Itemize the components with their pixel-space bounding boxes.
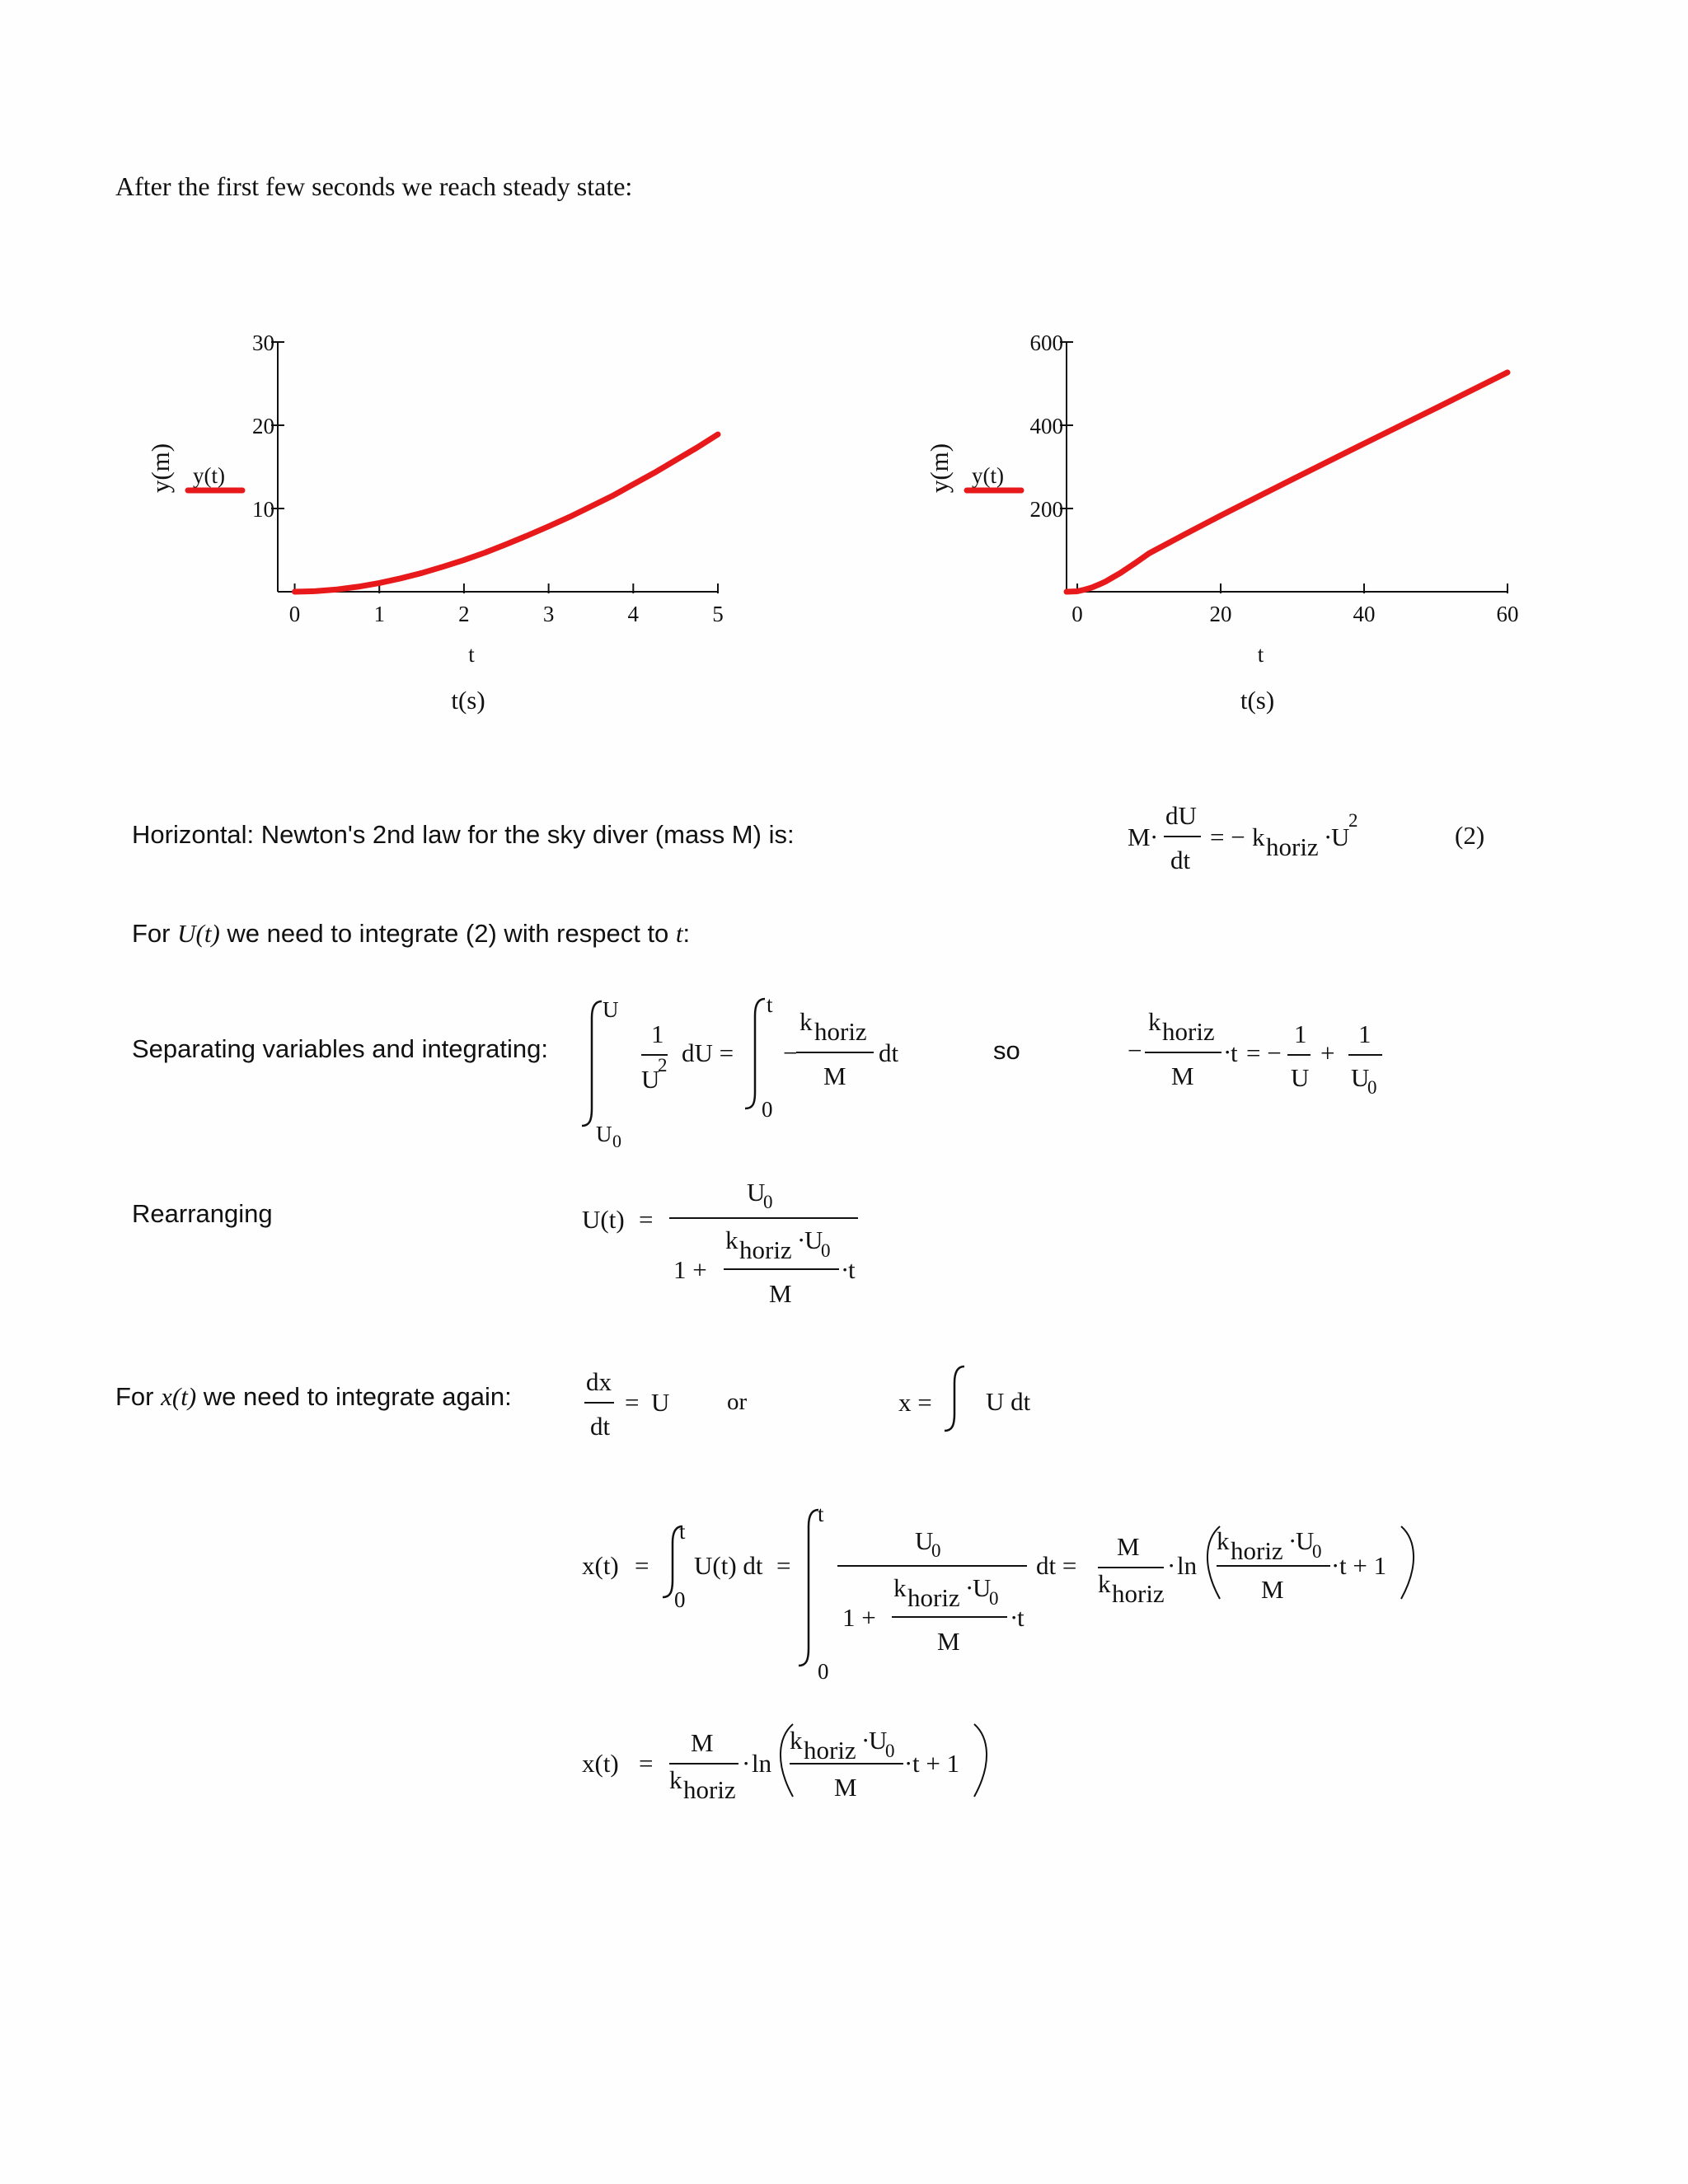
for-u-t: t xyxy=(675,919,683,948)
y-tick-label: 400 xyxy=(1029,414,1063,438)
M: M xyxy=(691,1728,714,1757)
eq2-U: U xyxy=(1331,823,1350,851)
dot: · xyxy=(1288,1526,1297,1555)
horizontal-law-text: Horizontal: Newton's 2nd law for the sky diver (mass M) is: xyxy=(132,820,795,849)
k: k xyxy=(725,1226,738,1254)
U0b-sub: 0 xyxy=(821,1240,831,1261)
x-axis-label: t(s) xyxy=(451,686,485,715)
paren-right xyxy=(974,1724,987,1797)
x-tick-label: 1 xyxy=(373,602,385,626)
x-tick-label: 3 xyxy=(542,602,555,626)
dot: · xyxy=(1331,1551,1340,1580)
horiz: horiz xyxy=(683,1775,736,1804)
integral-sign xyxy=(582,1001,602,1126)
equation-result-1 xyxy=(1128,1007,1382,1098)
eq2-M: M xyxy=(1128,823,1151,851)
int-lower: 0 xyxy=(674,1587,686,1612)
y-tick-label: 30 xyxy=(252,330,274,355)
int1-lower-sub: 0 xyxy=(612,1131,621,1151)
t-plus-1: t + 1 xyxy=(1339,1551,1387,1580)
for-u-prefix: For xyxy=(132,919,178,948)
ln: ln xyxy=(1177,1551,1198,1580)
dot: · xyxy=(904,1749,913,1778)
frac-sq: 2 xyxy=(658,1055,668,1076)
y-tick-label: 600 xyxy=(1029,330,1063,355)
minus: − xyxy=(1128,1036,1142,1065)
x-tick-label: 2 xyxy=(458,602,470,626)
U0-sub: 0 xyxy=(931,1540,941,1561)
eq: = xyxy=(625,1388,640,1417)
dU-eq: dU = xyxy=(682,1038,734,1067)
M: M xyxy=(1171,1062,1194,1090)
equation-dxdt xyxy=(584,1367,669,1441)
horiz: horiz xyxy=(814,1017,867,1046)
x-tick-label: 40 xyxy=(1353,602,1376,626)
U0: U xyxy=(869,1726,888,1755)
M: M xyxy=(1261,1575,1284,1604)
integral-sign xyxy=(945,1366,964,1431)
one: 1 xyxy=(1294,1019,1307,1048)
int-upper: t xyxy=(818,1502,824,1526)
paren-right xyxy=(1401,1526,1414,1599)
x-eq: x = xyxy=(898,1388,932,1417)
for-u-end: : xyxy=(682,919,691,948)
Ut-dt: U(t) dt xyxy=(694,1551,763,1580)
x-variable: t xyxy=(468,642,475,667)
equation-U-of-t xyxy=(582,1178,858,1308)
dot: · xyxy=(797,1226,806,1254)
horiz: horiz xyxy=(1162,1017,1215,1046)
U0b: U xyxy=(804,1226,823,1254)
dot: · xyxy=(1223,1038,1232,1066)
equation-2 xyxy=(1128,801,1484,874)
dot: · xyxy=(965,1573,974,1602)
legend-label: y(t) xyxy=(193,463,225,488)
horiz: horiz xyxy=(1112,1579,1165,1608)
legend-label: y(t) xyxy=(972,463,1004,488)
x-variable: t xyxy=(1257,642,1264,667)
k: k xyxy=(893,1573,907,1602)
k: k xyxy=(1217,1526,1230,1555)
xt: x(t) xyxy=(582,1551,619,1580)
dot: · xyxy=(861,1726,870,1755)
eq2-k: k xyxy=(1252,823,1265,851)
dot: · xyxy=(1167,1551,1176,1580)
eq2-dot: · xyxy=(1150,823,1159,851)
minus: − xyxy=(783,1038,798,1067)
int1-lower: U xyxy=(596,1122,612,1146)
dt-eq: dt = xyxy=(1036,1551,1077,1580)
y-tick-label: 10 xyxy=(252,497,274,522)
intro-text: After the first few seconds we reach steady state: xyxy=(115,171,633,201)
t: t xyxy=(848,1255,856,1284)
integral-sign xyxy=(745,999,765,1108)
equation-x-full xyxy=(582,1502,1414,1684)
t: t xyxy=(1017,1603,1025,1632)
eq2-horiz: horiz xyxy=(1266,832,1319,861)
one-plus: 1 + xyxy=(842,1603,876,1632)
for-u-mid: we need to integrate (2) with respect to xyxy=(219,919,676,948)
x-axis-label: t(s) xyxy=(1240,686,1275,715)
M: M xyxy=(769,1279,792,1308)
horiz: horiz xyxy=(907,1583,960,1612)
dt: dt xyxy=(590,1412,611,1441)
M: M xyxy=(834,1773,857,1802)
x-tick-label: 60 xyxy=(1496,602,1519,626)
U0: U xyxy=(915,1526,934,1555)
for-x-var: x(t) xyxy=(161,1382,197,1411)
U0-sub: 0 xyxy=(1367,1077,1377,1098)
k: k xyxy=(1148,1007,1161,1036)
eq: = xyxy=(635,1551,649,1580)
Ut: U(t) xyxy=(582,1205,625,1234)
equation-x-final xyxy=(582,1724,987,1804)
U0: U xyxy=(1296,1526,1315,1555)
eq2-dU: dU xyxy=(1165,801,1197,830)
one: 1 xyxy=(1358,1019,1372,1048)
so-text: so xyxy=(993,1036,1020,1065)
x-tick-label: 4 xyxy=(627,602,640,626)
for-x-end: we need to integrate again: xyxy=(196,1382,512,1411)
U0: U xyxy=(1351,1063,1370,1092)
M: M xyxy=(1117,1532,1140,1561)
frac-U: U xyxy=(641,1065,660,1094)
y-axis-label: y(m) xyxy=(146,443,175,494)
separating-text: Separating variables and integrating: xyxy=(132,1034,548,1063)
x-tick-label: 0 xyxy=(1071,602,1083,626)
eq2-label: (2) xyxy=(1455,821,1485,850)
U0-sub: 0 xyxy=(763,1192,773,1212)
x-tick-label: 0 xyxy=(288,602,301,626)
dx: dx xyxy=(586,1367,612,1396)
k: k xyxy=(799,1007,813,1036)
int1-upper: U xyxy=(603,997,619,1022)
equation-x-integral xyxy=(898,1366,1031,1431)
ln: ln xyxy=(752,1749,772,1778)
int-upper: t xyxy=(679,1519,686,1544)
one-plus: 1 + xyxy=(673,1255,707,1284)
horiz: horiz xyxy=(1231,1536,1283,1565)
U0-sub: 0 xyxy=(1312,1541,1322,1562)
k: k xyxy=(1098,1569,1111,1598)
M: M xyxy=(823,1062,846,1090)
x-tick-label: 20 xyxy=(1209,602,1232,626)
eq-minus: = − xyxy=(1246,1038,1282,1067)
dt: dt xyxy=(879,1038,899,1067)
frac-one: 1 xyxy=(651,1019,664,1048)
eq: = xyxy=(639,1205,654,1234)
U0: U xyxy=(747,1178,766,1207)
int-lower: 0 xyxy=(818,1659,829,1684)
U0b-sub: 0 xyxy=(989,1588,999,1609)
k: k xyxy=(790,1726,803,1755)
for-x-prefix: For xyxy=(115,1382,162,1411)
Udt: U dt xyxy=(986,1387,1031,1416)
eq2-sq: 2 xyxy=(1348,810,1358,831)
for-u-var: U(t) xyxy=(177,919,220,948)
dot: · xyxy=(841,1255,850,1284)
U: U xyxy=(651,1388,670,1417)
eq: = xyxy=(639,1749,654,1778)
or-text: or xyxy=(727,1389,748,1415)
plus: + xyxy=(1320,1038,1335,1067)
horiz: horiz xyxy=(804,1736,856,1765)
int2-lower: 0 xyxy=(762,1097,773,1122)
horiz: horiz xyxy=(739,1235,792,1264)
int2-upper: t xyxy=(767,992,773,1017)
y-axis-label: y(m) xyxy=(925,443,954,494)
U: U xyxy=(1291,1063,1310,1092)
y-tick-label: 20 xyxy=(252,414,274,438)
M: M xyxy=(937,1627,960,1656)
eq2-dot2: · xyxy=(1324,823,1333,851)
eq2-dt: dt xyxy=(1170,846,1191,874)
rearranging-text: Rearranging xyxy=(132,1199,273,1228)
t-plus-1: t + 1 xyxy=(912,1749,960,1778)
eq: = xyxy=(776,1551,791,1580)
integral-sign xyxy=(799,1510,818,1666)
dot: · xyxy=(742,1749,751,1778)
t: t xyxy=(1231,1038,1238,1067)
xt: x(t) xyxy=(582,1749,619,1778)
dot: · xyxy=(1010,1603,1019,1632)
y-tick-label: 200 xyxy=(1029,497,1063,522)
eq2-eq-minus: = − xyxy=(1210,823,1245,851)
equation-separation xyxy=(582,992,899,1151)
x-tick-label: 5 xyxy=(712,602,724,626)
U0-sub: 0 xyxy=(885,1741,895,1761)
U0b: U xyxy=(973,1573,992,1602)
k: k xyxy=(669,1765,682,1794)
